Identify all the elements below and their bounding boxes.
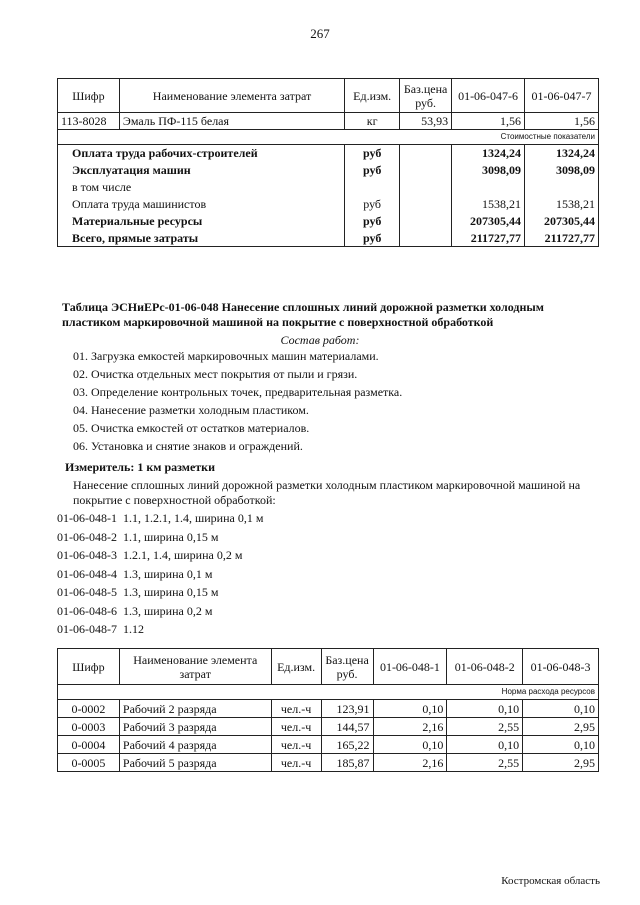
code-id: 01-06-048-5 [57,585,117,599]
cell-value: 1,56 [525,113,599,130]
table-row [58,700,599,718]
code-item [57,585,218,600]
header-cell: Наименование элемента затрат [119,79,344,113]
summary-unit: руб [345,145,400,162]
section-label-row [58,130,599,145]
summary-unit: руб [345,162,400,179]
footer-region: Костромская область [501,875,600,887]
code-text: 1.3, ширина 0,1 м [123,566,213,581]
header-cell: 01-06-048-3 [523,649,599,685]
table-row [58,718,599,736]
cell-name: Рабочий 2 разряда [119,700,271,718]
cell-value: 0,10 [373,736,447,754]
cell-code: 0-0004 [58,736,120,754]
table-row [58,736,599,754]
header-cell: Баз.цена руб. [321,649,373,685]
table-header-row [58,79,599,113]
section-label: Норма расхода ресурсов [58,685,599,700]
work-item: 01. Загрузка емкостей маркировочных машин материалами. [73,349,379,363]
summary-unit [345,179,400,196]
header-cell: Шифр [58,649,120,685]
cell-name: Рабочий 3 разряда [119,718,271,736]
code-id: 01-06-048-6 [57,603,117,618]
code-id: 01-06-048-2 [57,529,117,544]
summary-row [58,196,599,213]
code-item [57,530,218,545]
work-item: 02. Очистка отдельных мест покрытия от пыли и грязи. [73,367,358,381]
summary-row [58,145,599,162]
summary-name: в том числе [58,179,345,196]
cell-price: 123,91 [321,700,373,718]
code-text: 1.3, ширина 0,2 м [123,603,213,618]
table-title: Таблица ЭСНиЕРс-01-06-048 Нанесение сплошных линий дорожной разметки холодным пластиком маркировочной машиной на покрытие с поверхностной обработкой [62,300,544,329]
cell-name: Рабочий 4 разряда [119,736,271,754]
cell-name: Рабочий 5 разряда [119,754,271,772]
code-item [57,622,144,637]
code-item [57,567,212,582]
summary-price [400,179,452,196]
summary-price [400,145,452,162]
summary-value: 211727,77 [452,230,525,247]
works-heading: Состав работ: [280,333,360,347]
summary-value: 1324,24 [525,145,599,162]
cost-table-047 [57,78,599,247]
header-cell: 01-06-047-7 [525,79,599,113]
summary-value [525,179,599,196]
code-text: 1.12 [123,622,144,636]
header-cell: 01-06-048-1 [373,649,447,685]
cell-value: 2,95 [523,754,599,772]
cell-unit: чел.-ч [271,718,321,736]
resource-table-048 [57,648,599,772]
cell-value: 0,10 [447,700,523,718]
summary-price [400,230,452,247]
header-cell: 01-06-048-2 [447,649,523,685]
summary-value: 1538,21 [452,196,525,213]
cell-value: 0,10 [523,700,599,718]
work-item: 05. Очистка емкостей от остатков материалов. [73,421,310,435]
table-header-row [58,649,599,685]
summary-value: 211727,77 [525,230,599,247]
header-cell: 01-06-047-6 [452,79,525,113]
summary-value: 1324,24 [452,145,525,162]
summary-row [58,162,599,179]
work-item: 04. Нанесение разметки холодным пластиком. [73,403,309,417]
summary-unit: руб [345,213,400,230]
section-label: Стоимостные показатели [58,130,599,145]
summary-value: 3098,09 [452,162,525,179]
work-item: 06. Установка и снятие знаков и ограждений. [73,439,303,453]
code-text: 1.2.1, 1.4, ширина 0,2 м [123,548,243,562]
section-label-row [58,685,599,700]
header-cell: Ед.изм. [345,79,400,113]
cell-value: 1,56 [452,113,525,130]
cell-value: 0,10 [523,736,599,754]
code-id: 01-06-048-7 [57,622,117,636]
cell-code: 0-0003 [58,718,120,736]
cell-code: 0-0005 [58,754,120,772]
summary-unit: руб [345,196,400,213]
summary-value: 1538,21 [525,196,599,213]
summary-value: 3098,09 [525,162,599,179]
cell-price: 144,57 [321,718,373,736]
cell-value: 2,95 [523,718,599,736]
header-cell: Ед.изм. [271,649,321,685]
code-text: 1.3, ширина 0,15 м [123,585,219,599]
summary-value: 207305,44 [452,213,525,230]
code-text: 1.1, 1.2.1, 1.4, ширина 0,1 м [123,511,264,525]
cell-unit: чел.-ч [271,754,321,772]
cell-unit: чел.-ч [271,700,321,718]
summary-name: Оплата труда рабочих-строителей [58,145,345,162]
summary-price [400,162,452,179]
code-id: 01-06-048-1 [57,511,117,525]
page-number: 267 [310,26,330,41]
description: Нанесение сплошных линий дорожной разметки холодным пластиком маркировочной машиной на покрытие с поверхностной обработкой: [73,478,581,507]
cell-code: 0-0002 [58,700,120,718]
cell-price: 185,87 [321,754,373,772]
summary-value: 207305,44 [525,213,599,230]
summary-unit: руб [345,230,400,247]
work-item: 03. Определение контрольных точек, предварительная разметка. [73,385,403,399]
summary-name: Всего, прямые затраты [58,230,345,247]
cell-value: 0,10 [447,736,523,754]
cell-unit: чел.-ч [271,736,321,754]
header-cell: Наименование элемента затрат [119,649,271,685]
cell-price: 165,22 [321,736,373,754]
cell-name: Эмаль ПФ-115 белая [119,113,344,130]
cell-value: 2,16 [373,718,447,736]
summary-price [400,196,452,213]
header-cell: Шифр [58,79,120,113]
summary-name: Эксплуатация машин [58,162,345,179]
cell-value: 2,55 [447,754,523,772]
cell-value: 2,16 [373,754,447,772]
header-cell: Баз.цена руб. [400,79,452,113]
code-text: 1.1, ширина 0,15 м [123,529,219,544]
table-row [58,113,599,130]
cell-value: 2,55 [447,718,523,736]
code-item [57,548,242,563]
summary-row [58,179,599,196]
summary-row [58,213,599,230]
code-id: 01-06-048-4 [57,566,117,581]
summary-price [400,213,452,230]
cell-price: 53,93 [400,113,452,130]
cell-code: 113-8028 [58,113,120,130]
summary-row [58,230,599,247]
code-id: 01-06-048-3 [57,548,117,562]
measure-unit: Измеритель: 1 км разметки [65,460,216,474]
summary-value [452,179,525,196]
code-item [57,604,212,619]
table-row [58,754,599,772]
code-item [57,511,263,526]
summary-name: Оплата труда машинистов [58,196,345,213]
cell-value: 0,10 [373,700,447,718]
summary-name: Материальные ресурсы [58,213,345,230]
cell-unit: кг [345,113,400,130]
